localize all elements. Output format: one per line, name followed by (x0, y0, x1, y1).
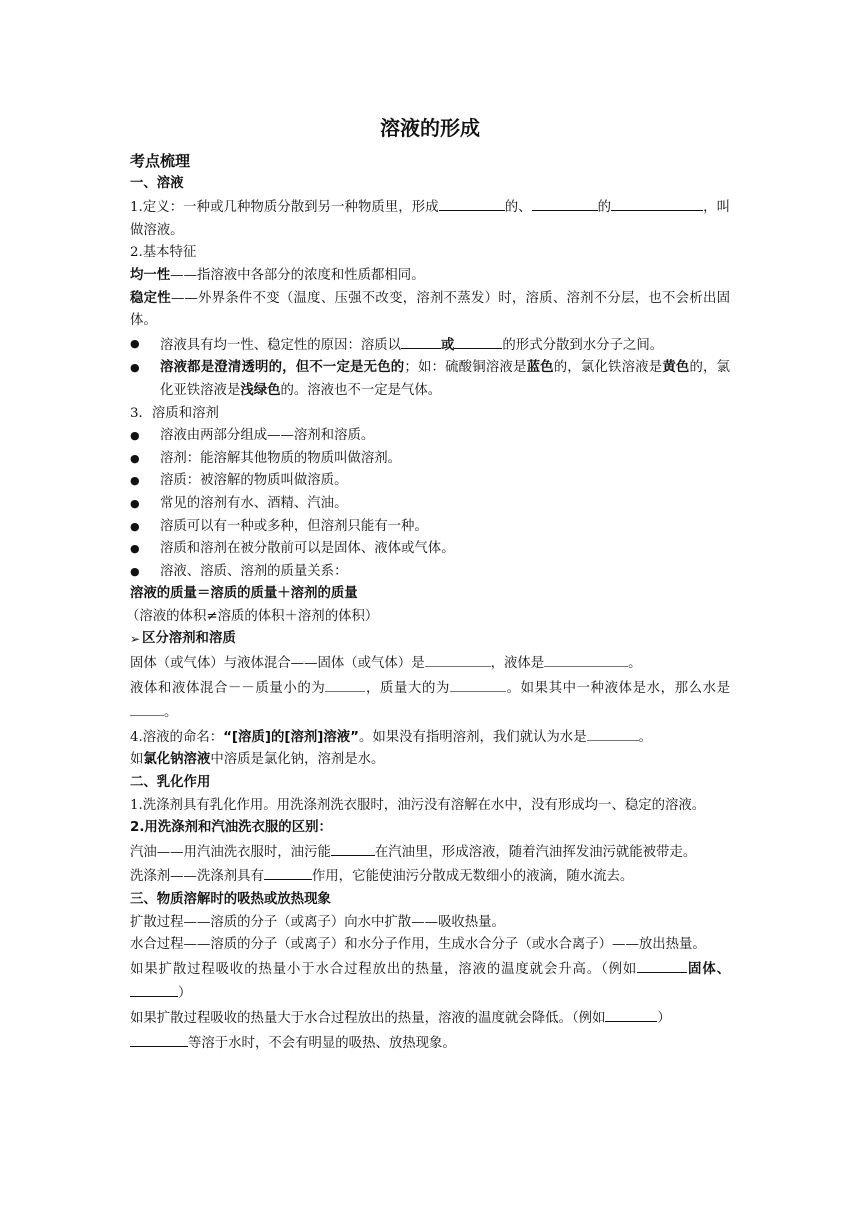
term-bold: 稳定性 (130, 290, 171, 306)
text: 在汽油里，形成溶液，随着汽油挥发油污就能被带走。 (374, 844, 697, 860)
text: 的，氯化亚铁溶液是 (160, 360, 731, 398)
text: 的 (597, 200, 612, 216)
text: ，液体是 (490, 656, 545, 672)
blank (130, 1031, 188, 1047)
blank (331, 840, 375, 856)
document-body (126, 150, 731, 1055)
text: 如果扩散过程吸收的热量大于水合过程放出的热量，溶液的温度就会降低。（例如 (130, 1010, 606, 1026)
bullet-item: ● 常见的溶剂有水、酒精、汽油。 (130, 493, 730, 516)
text: ，质量大的为 (365, 680, 450, 696)
bullet-item: ● 溶液、溶质、溶剂的质量关系： (130, 561, 730, 584)
blank (544, 651, 628, 667)
heading-heat: 三、物质溶解时的吸热或放热现象 (130, 892, 331, 907)
example-paragraph (130, 749, 730, 772)
features-heading: 2.基本特征 (130, 245, 197, 261)
text-bold: 氯化钠溶液 (143, 752, 211, 768)
text: 作用，它能使油污分散成无数细小的液滴，随水流去。 (311, 869, 634, 885)
blank (325, 676, 365, 692)
text-bold: 溶液都是澄清透明的，但不一定是无色的 (160, 360, 405, 376)
text: ，叫做溶液。 (130, 200, 731, 238)
detergent-paragraph (130, 864, 730, 889)
solid-liquid-paragraph (130, 651, 730, 676)
bullet-item (130, 333, 730, 358)
liquid-liquid-paragraph (130, 676, 730, 725)
text: ——指溶液中各部分的浓度和性质都相同。 (170, 267, 425, 283)
blank (439, 195, 505, 211)
blank (605, 1006, 657, 1022)
text-bold: 蓝色 (526, 360, 554, 376)
gasoline-paragraph (130, 840, 730, 865)
text: 汽油——用汽油洗衣服时，油污能 (130, 844, 331, 860)
text: 等溶于水时，不会有明显的吸热、放热现象。 (188, 1035, 456, 1051)
text: 洗涤剂——洗涤剂具有 (130, 869, 264, 885)
naming-paragraph (130, 725, 730, 750)
uniformity-paragraph (130, 265, 730, 288)
blank (532, 195, 598, 211)
text: 。如果没有指明溶剂，我们就认为水是 (358, 729, 587, 745)
blank (264, 864, 312, 880)
mass-equation: 溶液的质量＝溶质的质量＋溶剂的质量 (130, 586, 358, 602)
text: 中溶质是氯化钠，溶剂是水。 (210, 752, 385, 768)
text-bold: 黄色 (662, 360, 690, 376)
blank (587, 725, 639, 741)
text: 。 (638, 729, 652, 745)
blank (425, 651, 491, 667)
term-bold: 均一性 (130, 267, 171, 283)
text-bold: 浅绿色 (240, 382, 281, 398)
blank (450, 676, 506, 692)
stability-paragraph (130, 288, 730, 333)
rise-paragraph (130, 957, 730, 1006)
text: 的，氯化铁溶液是 (553, 360, 663, 376)
text: 的、 (504, 200, 532, 216)
text-bold: 固体、 (687, 961, 730, 977)
blank (611, 195, 703, 211)
document-title: 溶液的形成 (380, 116, 480, 140)
text: 液体和液体混合－－质量小的为 (130, 680, 326, 696)
bullet-item (130, 357, 730, 402)
text: ；如：硫酸铜溶液是 (404, 360, 527, 376)
text: ） (657, 1010, 671, 1026)
bullet-item: ● 溶剂：能溶解其他物质的物质叫做溶剂。 (130, 448, 730, 471)
text: 的。溶液也不一定是气体。 (280, 382, 442, 398)
bullet-item: ● 溶液由两部分组成——溶剂和溶质。 (130, 425, 730, 448)
text-bold: “[溶质]的[溶剂]溶液” (223, 729, 359, 745)
hydration-paragraph: 水合过程——溶质的分子（或离子）和水分子作用，生成水合分子（或水合离子）——放出热量。 (130, 937, 706, 953)
text: 4.溶液的命名： (130, 729, 224, 745)
text: 如 (130, 752, 144, 768)
text: 如果扩散过程吸收的热量小于水合过程放出的热量，溶液的温度就会升高。（例如 (130, 961, 638, 977)
heading-solution: 一、溶液 (130, 175, 184, 191)
text: 。 (628, 656, 642, 672)
fall-paragraph (130, 1006, 730, 1055)
bullet-item: ● 溶质可以有一种或多种，但溶剂只能有一种。 (130, 516, 730, 539)
bullet-item: ● 溶质：被溶解的物质叫做溶质。 (130, 470, 730, 493)
blank (130, 981, 178, 997)
blank (130, 700, 164, 716)
text: 的形式分散到水分子之间。 (502, 337, 664, 353)
text: ） (178, 986, 192, 1002)
text-bold: 或 (441, 337, 455, 353)
solute-solvent-heading: 3．溶质和溶剂 (130, 405, 219, 421)
emulsion-paragraph: 1.洗涤剂具有乳化作用。用洗涤剂洗衣服时，油污没有溶解在水中，没有形成均一、稳定的溶液。 (130, 797, 706, 813)
heading-emulsification: 二、乳化作用 (130, 775, 211, 791)
definition-paragraph (130, 195, 730, 242)
text: 固体（或气体）与液体混合——固体（或气体）是 (130, 656, 425, 672)
text: 溶液具有均一性、稳定性的原因：溶质以 (160, 337, 402, 353)
volume-note: （溶液的体积≠溶质的体积＋溶剂的体积） (126, 608, 379, 624)
difference-heading: 2.用洗涤剂和汽油洗衣服的区别： (130, 820, 332, 836)
text: ——外界条件不变（温度、压强不改变，溶剂不蒸发）时，溶质、溶剂不分层，也不会析出固体。 (130, 290, 731, 329)
text: 1.定义：一种或几种物质分散到另一种物质里，形成 (130, 200, 439, 216)
distinguish-heading: ➢ 区分溶剂和溶质 (130, 628, 730, 651)
diffusion-paragraph: 扩散过程——溶质的分子（或离子）向水中扩散——吸收热量。 (130, 914, 505, 930)
blank (401, 333, 441, 349)
section-heading: 考点梳理 (130, 152, 191, 170)
bullet-item: ● 溶质和溶剂在被分散前可以是固体、液体或气体。 (130, 538, 730, 561)
blank (454, 333, 502, 349)
text: 。如果其中一种液体是水，那么水是 (506, 680, 730, 696)
blank (637, 957, 687, 973)
text: 。 (164, 705, 178, 721)
